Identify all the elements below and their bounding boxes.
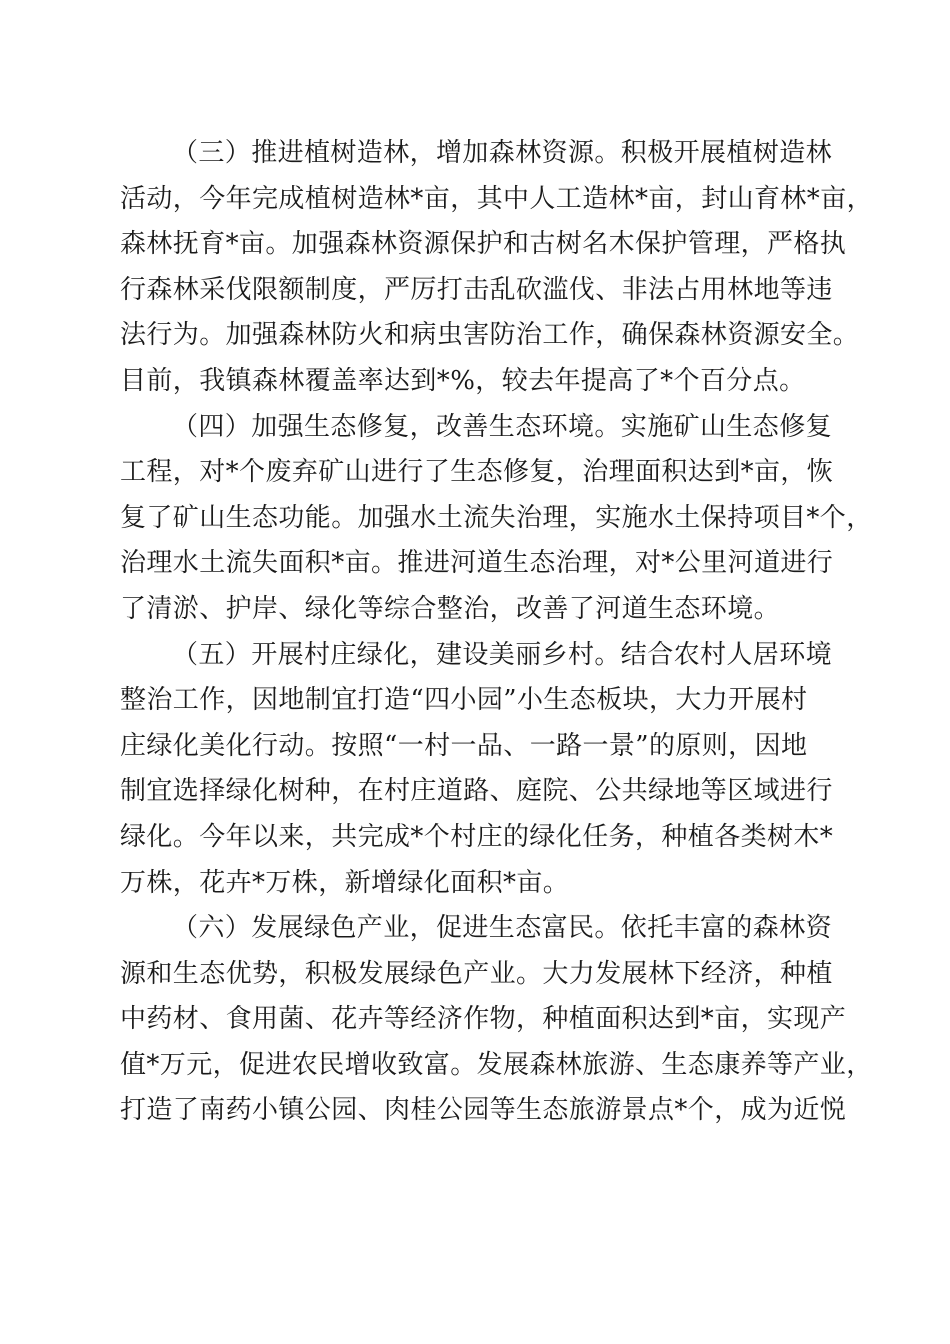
text-line: 绿化。今年以来，共完成*个村庄的绿化任务，种植各类树木* <box>120 821 834 852</box>
text-line: （五）开展村庄绿化，建设美丽乡村。结合农村人居环境 <box>172 639 833 670</box>
text-line: 整治工作，因地制宜打造“四小园”小生态板块，大力开展村 <box>120 685 808 716</box>
text-line: （四）加强生态修复，改善生态环境。实施矿山生态修复 <box>172 411 833 442</box>
text-line: 打造了南药小镇公园、肉桂公园等生态旅游景点*个，成为近悦 <box>120 1095 847 1126</box>
text-line: 工程，对*个废弃矿山进行了生态修复，治理面积达到*亩，恢 <box>120 457 834 488</box>
text-line: 了清淤、护岸、绿化等综合整治，改善了河道生态环境。 <box>120 593 781 624</box>
text-line: 森林抚育*亩。加强森林资源保护和古树名木保护管理，严格执 <box>120 229 847 260</box>
document-body <box>120 131 874 1134</box>
text-line: 法行为。加强森林防火和病虫害防治工作，确保森林资源安全。 <box>120 320 860 351</box>
text-line: 制宜选择绿化树种，在村庄道路、庭院、公共绿地等区域进行 <box>120 776 833 807</box>
text-line: 源和生态优势，积极发展绿色产业。大力发展林下经济，种植 <box>120 958 833 989</box>
text-line: 万株，花卉*万株，新增绿化面积*亩。 <box>120 867 570 898</box>
text-line: 目前，我镇森林覆盖率达到*%，较去年提高了*个百分点。 <box>120 365 806 396</box>
text-line: （六）发展绿色产业，促进生态富民。依托丰富的森林资 <box>172 913 833 944</box>
text-line: 庄绿化美化行动。按照“一村一品、一路一景”的原则，因地 <box>120 730 808 761</box>
text-line: 值*万元，促进农民增收致富。发展森林旅游、生态康养等产业， <box>120 1049 873 1080</box>
text-line: 活动，今年完成植树造林*亩，其中人工造林*亩，封山育林*亩， <box>120 183 874 214</box>
text-line: 复了矿山生态功能。加强水土流失治理，实施水土保持项目*个， <box>120 502 873 533</box>
text-line: （三）推进植树造林，增加森林资源。积极开展植树造林 <box>172 138 833 168</box>
text-line: 治理水土流失面积*亩。推进河道生态治理，对*公里河道进行 <box>120 548 834 579</box>
text-line: 中药材、食用菌、花卉等经济作物，种植面积达到*亩，实现产 <box>120 1004 847 1035</box>
text-line: 行森林采伐限额制度，严厉打击乱砍滥伐、非法占用林地等违 <box>120 274 833 305</box>
